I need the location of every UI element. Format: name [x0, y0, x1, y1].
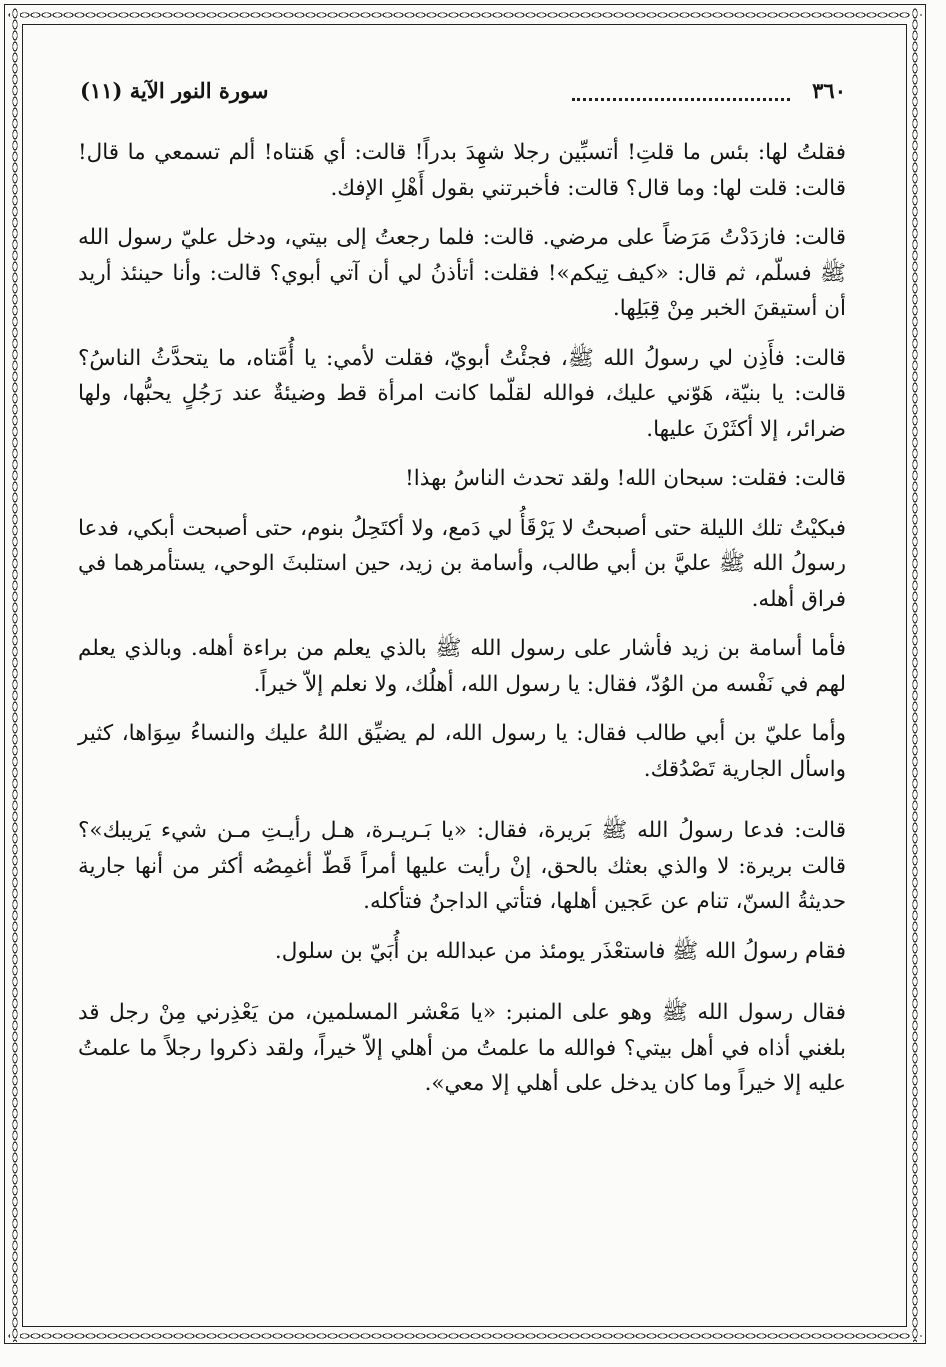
paragraph: قالت: فقلت: سبحان الله! ولقد تحدث الناسُ بهذا!: [405, 466, 846, 491]
page-number: ٣٦٠: [812, 78, 846, 103]
decorative-border-top: [8, 10, 922, 20]
paragraph: قالت: فدعا رسولُ الله ﷺ بَريرة، فقال: «يا بَـريـرة، هـل رأيـتِ مـن شيء يَريبك»؟ قالت بريرة: لا والذي بعثك بالحق، إنْ رأيت عليها أمراً قَطّ أغمِصُه أكثر من أنها جارية حديثةُ السنّ، تنام عن عَجين أهلها، فتأتي الداجنُ فتأكله.: [78, 818, 846, 914]
header-dotted-leader: [572, 76, 790, 101]
decorative-border-left: [10, 8, 20, 1342]
decorative-border-right: [910, 8, 920, 1342]
paragraph: قالت: فازدَدْتُ مَرَضاً على مرضي. قالت: فلما رجعتُ إلى بيتي، ودخل عليّ رسول الله ﷺ فسلّم، ثم قال: «كيف تِيكم»! فقلت: أتأذنُ لي أن آتي أبوي؟ قالت: وأنا حينئذ أريد أن أستيقنَ الخبر مِنْ قِبَلِها.: [78, 225, 846, 321]
paragraph: فقلتُ لها: بئس ما قلتِ! أتسبِّين رجلا شهِدَ بدراً! قالت: أي هَنتاه! ألم تسمعي ما قال! قالت: قلت لها: وما قال؟ قالت: فأخبرتني بقول أَهْلِ الإفك.: [78, 140, 846, 201]
paragraph: فقام رسولُ الله ﷺ فاستعْذَر يومئذ من عبدالله بن أُبَيّ بن سلول.: [274, 938, 846, 964]
running-title: سورة النور الآية (١١): [80, 78, 269, 103]
paragraph: وأما عليّ بن أبي طالب فقال: يا رسول الله، لم يضيِّق اللهُ عليك والنساءُ سِوَاها، كثير واسأل الجارية تَصْدُقك.: [78, 721, 846, 782]
decorative-border-bottom: [8, 1331, 922, 1341]
page-header: [80, 78, 846, 112]
paragraph: فقال رسول الله ﷺ وهو على المنبر: «يا مَعْشر المسلمين، من يَعْذِرني مِنْ رجل قد بلغني أذاه في أهل بيتي؟ فوالله ما علمتُ من أهلي إلاّ خيراً، ولقد ذكروا رجلاً ما علمتُ عليه إلا خيراً وما كان يدخل على أهلي إلا معي».: [78, 1000, 846, 1096]
paragraph: فأما أسامة بن زيد فأشار على رسول الله ﷺ بالذي يعلم من براءة أهله. وبالذي يعلم لهم في نَفْسه من الوُدّ، فقال: يا رسول الله، أهلُك، ولا نعلم إلاّ خيراً.: [78, 636, 846, 697]
page-body: [78, 135, 846, 1116]
paragraph: فبكيْتُ تلك الليلة حتى أصبحتُ لا يَرْقَأُ لي دَمع، ولا أكتَحِلُ بنوم، حتى أصبحت أبكي، فدعا رسولُ الله ﷺ عليَّ بن أبي طالب، وأسامة بن زيد، حين استلبثَ الوحي، يستأمرهما في فراق أهله.: [78, 515, 846, 612]
paragraph: قالت: فأَذِن لي رسولُ الله ﷺ، فجئْتُ أبويّ، فقلت لأمي: يا أُمَّتاه، ما يتحدَّثُ الناسُ؟ قالت: يا بنيّة، هَوّني عليك، فوالله لقلّما كانت امرأة قط وضيئةٌ عند رَجُلٍ يحبُّها، ولها ضرائر، إلا أكثَرْنَ عليها.: [78, 345, 846, 442]
